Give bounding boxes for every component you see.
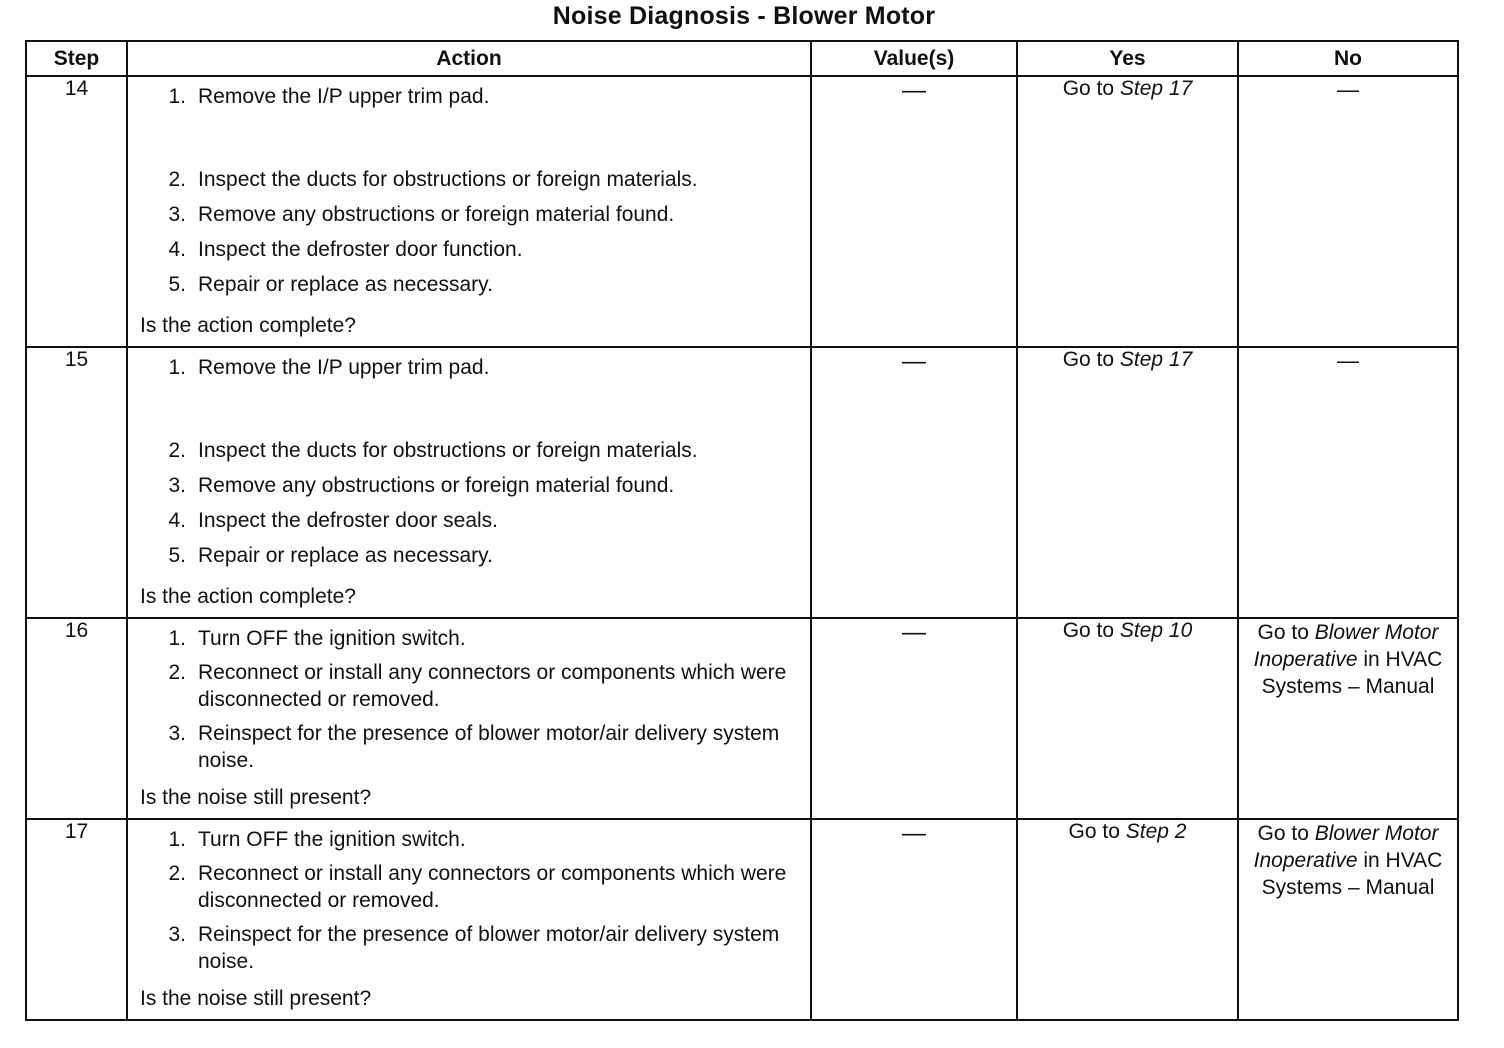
page-title: Noise Diagnosis - Blower Motor: [552, 2, 936, 30]
step-number: 17: [26, 819, 127, 1020]
action-item: 1. Turn OFF the ignition switch.: [168, 627, 466, 650]
step-number: 14: [26, 76, 127, 347]
table-row: [26, 347, 1458, 618]
table-row: [26, 819, 1458, 1020]
action-item: 2. Reconnect or install any connectors or components which were disconnected or removed.: [168, 661, 787, 711]
value-cell: —: [811, 76, 1017, 347]
yes-cell: Go to Step 2: [1017, 819, 1238, 1020]
table-header-row: [26, 41, 1458, 76]
yes-cell: Go to Step 17: [1017, 76, 1238, 347]
action-cell: [127, 819, 811, 1020]
value-cell: —: [811, 819, 1017, 1020]
action-item: 4. Inspect the defroster door seals.: [168, 509, 498, 532]
no-cell: —: [1238, 76, 1458, 347]
action-item: 3. Reinspect for the presence of blower motor/air delivery system noise.: [168, 722, 780, 772]
yes-step-link: Step 10: [1119, 619, 1193, 642]
header-no: No: [1238, 41, 1458, 76]
step-number: 15: [26, 347, 127, 618]
action-question: Is the action complete?: [140, 314, 356, 337]
action-item: 4. Inspect the defroster door function.: [168, 238, 523, 261]
action-item: 1. Remove the I/P upper trim pad.: [168, 356, 490, 379]
action-item: 2. Reconnect or install any connectors or components which were disconnected or removed.: [168, 862, 787, 912]
action-item: 2. Inspect the ducts for obstructions or foreign materials.: [168, 439, 698, 462]
action-cell: [127, 76, 811, 347]
header-step: Step: [26, 41, 127, 76]
action-question: Is the noise still present?: [140, 786, 372, 809]
header-values: Value(s): [811, 41, 1017, 76]
table-row: [26, 76, 1458, 347]
diagnosis-table: [25, 40, 1459, 1021]
action-item: 3. Remove any obstructions or foreign material found.: [168, 474, 675, 497]
yes-step-link: Step 17: [1119, 77, 1193, 100]
step-number: 16: [26, 618, 127, 819]
action-item: 3. Reinspect for the presence of blower motor/air delivery system noise.: [168, 923, 780, 973]
no-cell: Go to Blower Motor Inoperative in HVAC Systems – Manual: [1238, 819, 1458, 1020]
action-question: Is the action complete?: [140, 585, 356, 608]
header-yes: Yes: [1017, 41, 1238, 76]
action-item: 1. Turn OFF the ignition switch.: [168, 828, 466, 851]
no-reference-link: Blower Motor Inoperative: [1253, 822, 1439, 872]
action-question: Is the noise still present?: [140, 987, 372, 1010]
no-reference-link: Blower Motor Inoperative: [1253, 621, 1439, 671]
value-cell: —: [811, 618, 1017, 819]
value-cell: —: [811, 347, 1017, 618]
action-item: 1. Remove the I/P upper trim pad.: [168, 85, 490, 108]
action-item: 5. Repair or replace as necessary.: [168, 273, 493, 296]
action-item: 2. Inspect the ducts for obstructions or foreign materials.: [168, 168, 698, 191]
header-action: Action: [127, 41, 811, 76]
no-cell: —: [1238, 347, 1458, 618]
yes-cell: Go to Step 17: [1017, 347, 1238, 618]
no-cell: Go to Blower Motor Inoperative in HVAC Systems – Manual: [1238, 618, 1458, 819]
action-item: 3. Remove any obstructions or foreign material found.: [168, 203, 675, 226]
yes-cell: Go to Step 10: [1017, 618, 1238, 819]
action-cell: [127, 618, 811, 819]
action-cell: [127, 347, 811, 618]
table-row: [26, 618, 1458, 819]
yes-step-link: Step 17: [1119, 348, 1193, 371]
action-item: 5. Repair or replace as necessary.: [168, 544, 493, 567]
yes-step-link: Step 2: [1125, 820, 1187, 843]
